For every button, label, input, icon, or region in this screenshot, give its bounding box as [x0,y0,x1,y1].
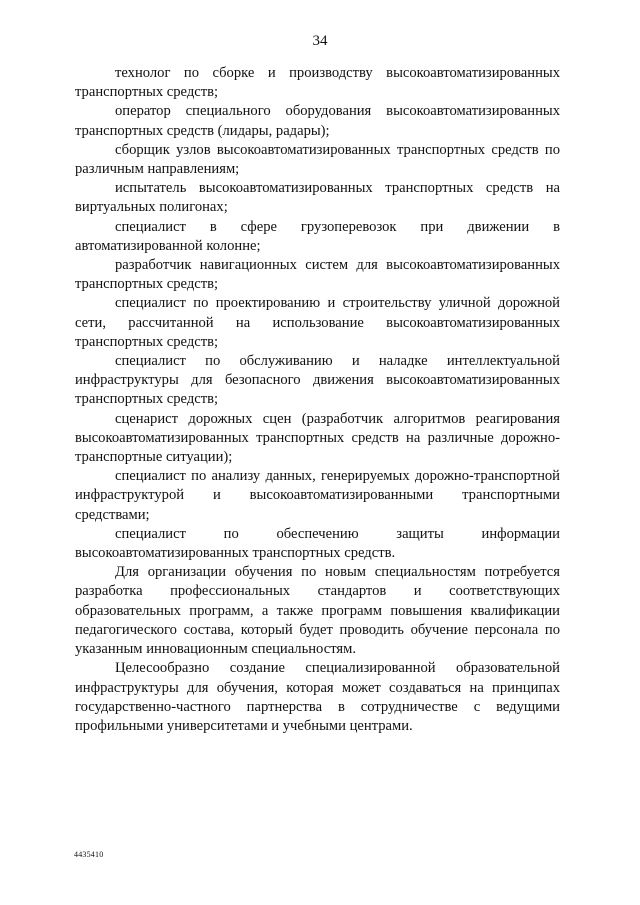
paragraph-security-specialist: специалист по обеспечению защиты информации высокоавтоматизированных транспортных средств. [75,525,560,562]
paragraph-educational-infrastructure: Целесообразно создание специализированной образовательной инфраструктуры для обучения, которая может создаваться на принципах государственно-частного партнерства в сотрудничестве с ведущими профильными университетами и учебными центрами. [75,660,560,734]
paragraph-data-analyst: специалист по анализу данных, генерируемых дорожно-транспортной инфраструктурой и высокоавтоматизированными транспортными средствами; [75,468,560,523]
paragraph-navigation-developer: разработчик навигационных систем для высокоавтоматизированных транспортных средств; [75,257,560,293]
document-body [75,64,560,736]
paragraph-road-network-specialist: специалист по проектированию и строительству уличной дорожной сети, рассчитанной на использование высокоавтоматизированных транспортных средств; [75,295,560,350]
page-number: 34 [312,33,328,49]
paragraph-technologist: технолог по сборке и производству высокоавтоматизированных транспортных средств; [75,65,560,101]
document-code: 4435410 [74,850,104,859]
paragraph-freight-specialist: специалист в сфере грузоперевозок при движении в автоматизированной колонне; [75,218,560,254]
paragraph-tester: испытатель высокоавтоматизированных транспортных средств на виртуальных полигонах; [75,180,560,216]
paragraph-training-organization: Для организации обучения по новым специальностям потребуется разработка профессиональных стандартов и соответствующих образовательных программ, а также программ повышения квалификации педагогического состава, который будет проводить обучение персонала по указанным инновационным специальностям. [75,564,560,658]
paragraph-assembler: сборщик узлов высокоавтоматизированных транспортных средств по различным направлениям; [75,141,560,178]
paragraph-infrastructure-maintenance: специалист по обслуживанию и наладке интеллектуальной инфраструктуры для безопасного движения высокоавтоматизированных транспортных средств; [75,353,560,408]
paragraph-road-scene-scenarist: сценарист дорожных сцен (разработчик алгоритмов реагирования высокоавтоматизированных транспортных средств на различные дорожно-транспортные ситуации); [75,410,560,466]
paragraph-equipment-operator: оператор специального оборудования высокоавтоматизированных транспортных средств (лидары, радары); [75,103,560,139]
